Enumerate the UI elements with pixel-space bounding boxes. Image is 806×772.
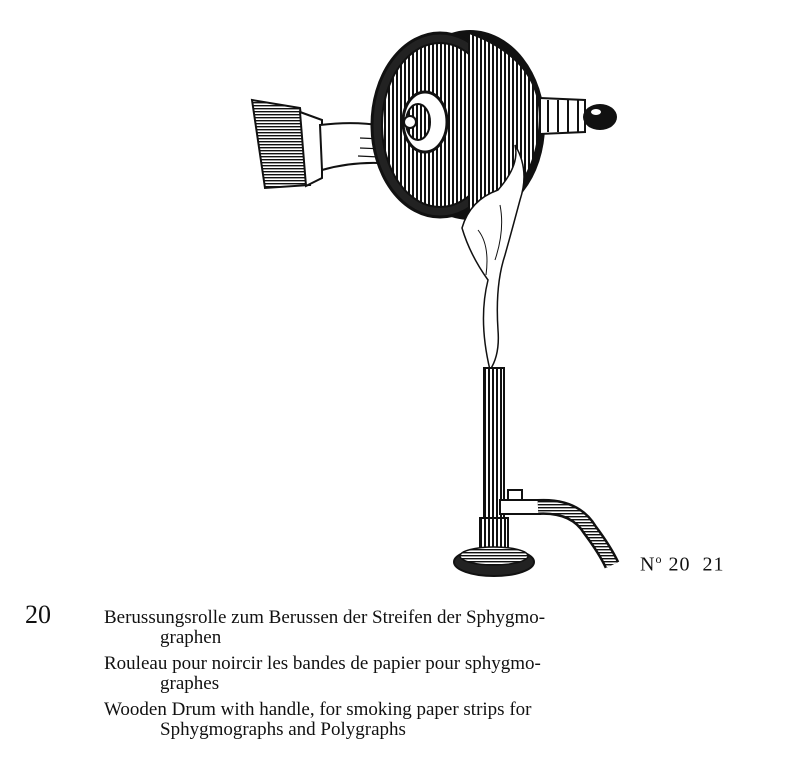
description-french: Rouleau pour noircir les bandes de papier pour sphygmo-: [104, 653, 541, 674]
figure-number-prefix: N: [640, 553, 656, 576]
sleeve-cuff: [252, 100, 322, 188]
figure-number-sup: o: [655, 552, 663, 566]
description-english: Wooden Drum with handle, for smoking paper strips for: [104, 699, 532, 720]
bunsen-burner: [454, 368, 540, 576]
figure-number: [640, 552, 724, 577]
description-german-cont: graphen: [160, 627, 222, 648]
description-german: Berussungsrolle zum Berussen der Streifen der Sphygmo-: [104, 607, 546, 628]
drum-handle: [540, 98, 617, 134]
description-english-cont: Sphygmographs and Polygraphs: [160, 719, 406, 740]
description-french-cont: graphes: [160, 673, 220, 694]
entry-number: 20: [25, 600, 51, 629]
figure-number-values: 20 21: [668, 553, 725, 576]
